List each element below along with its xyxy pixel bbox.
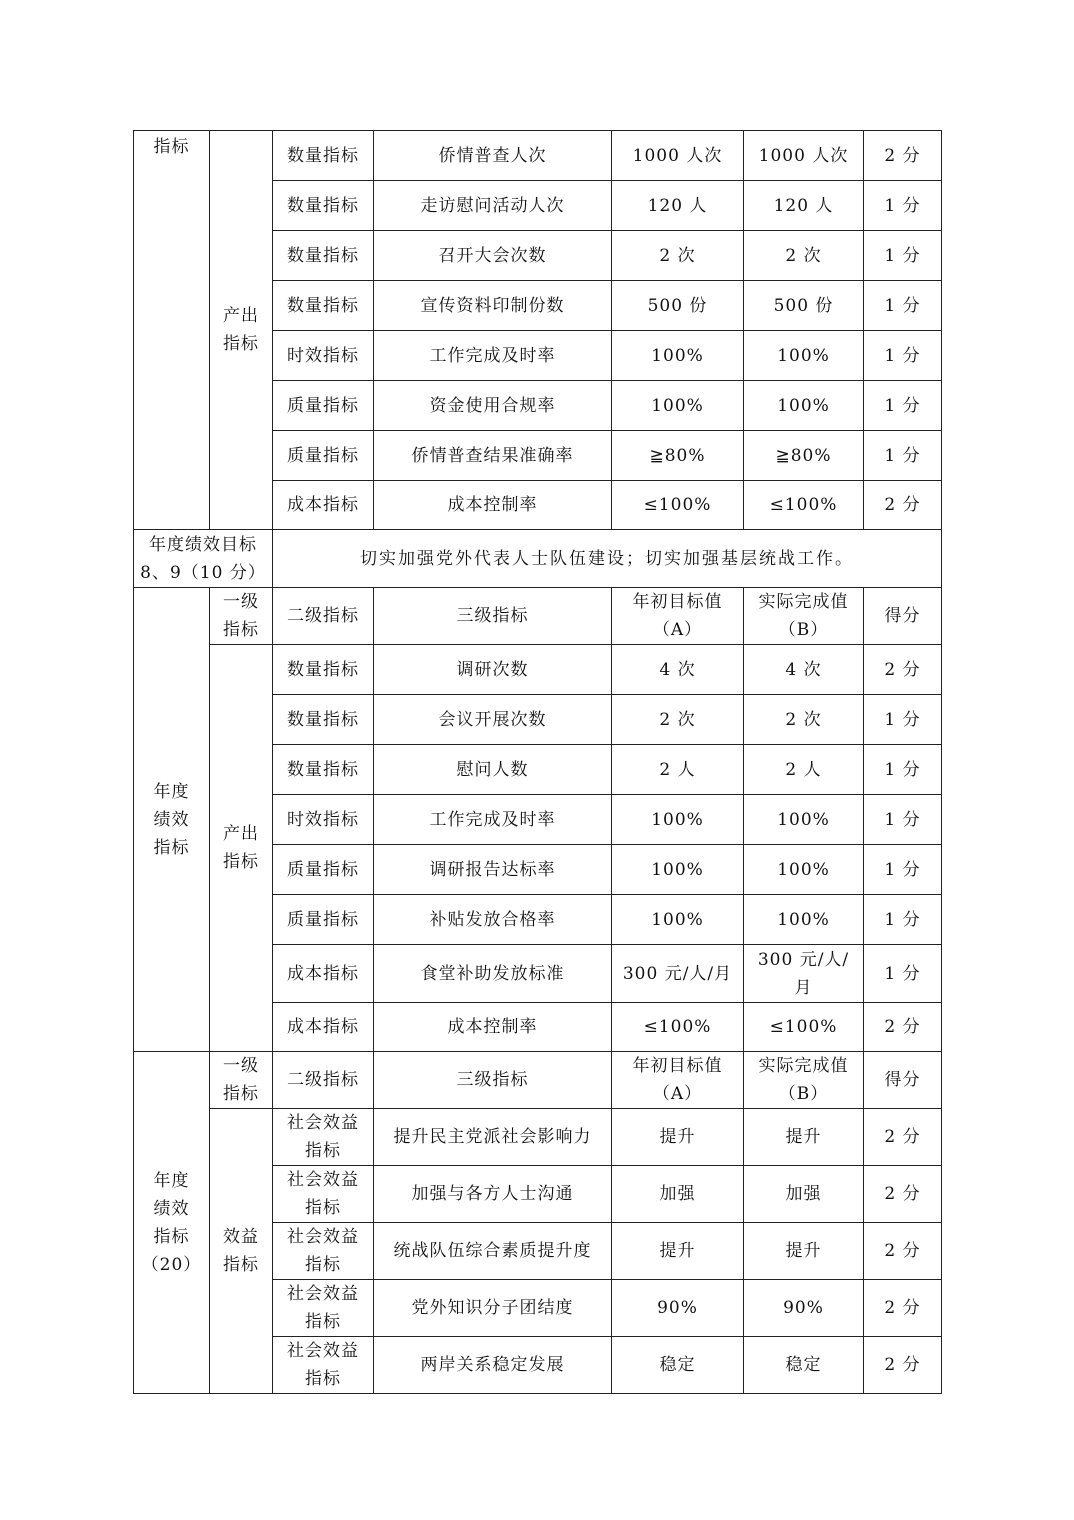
header-level2: 二级指标 xyxy=(273,1052,374,1109)
target-value: 2 次 xyxy=(612,695,744,745)
header-level2: 二级指标 xyxy=(273,588,374,645)
header-level3: 三级指标 xyxy=(374,588,612,645)
level3-cell: 社会效益 指标 xyxy=(273,1109,374,1166)
score-value: 2 分 xyxy=(864,131,942,181)
score-value: 1 分 xyxy=(864,181,942,231)
score-value: 2 分 xyxy=(864,1337,942,1394)
indicator-name: 工作完成及时率 xyxy=(374,795,612,845)
indicator-name: 侨情普查结果准确率 xyxy=(374,431,612,481)
target-value: 90% xyxy=(612,1280,744,1337)
actual-value: 2 人 xyxy=(744,745,864,795)
actual-value: 90% xyxy=(744,1280,864,1337)
score-value: 1 分 xyxy=(864,231,942,281)
score-value: 2 分 xyxy=(864,1280,942,1337)
target-value: 100% xyxy=(612,795,744,845)
score-value: 1 分 xyxy=(864,695,942,745)
level3-cell: 成本指标 xyxy=(273,481,374,530)
score-value: 2 分 xyxy=(864,1166,942,1223)
header-row xyxy=(134,588,942,645)
indicator-name: 补贴发放合格率 xyxy=(374,895,612,945)
table-row xyxy=(134,131,942,181)
indicator-name: 统战队伍综合素质提升度 xyxy=(374,1223,612,1280)
indicator-name: 走访慰问活动人次 xyxy=(374,181,612,231)
target-value: 300 元/人/月 xyxy=(612,945,744,1003)
target-value: 500 份 xyxy=(612,281,744,331)
level1-cell: 指标 xyxy=(134,131,210,530)
actual-value: 4 次 xyxy=(744,645,864,695)
target-value: 100% xyxy=(612,895,744,945)
level3-cell: 数量指标 xyxy=(273,745,374,795)
indicator-name: 食堂补助发放标准 xyxy=(374,945,612,1003)
level3-cell: 社会效益 指标 xyxy=(273,1337,374,1394)
target-value: 稳定 xyxy=(612,1337,744,1394)
score-value: 1 分 xyxy=(864,281,942,331)
score-value: 1 分 xyxy=(864,945,942,1003)
score-value: 2 分 xyxy=(864,1109,942,1166)
score-value: 1 分 xyxy=(864,795,942,845)
actual-value: 120 人 xyxy=(744,181,864,231)
target-value: 100% xyxy=(612,331,744,381)
indicator-name: 成本控制率 xyxy=(374,1003,612,1052)
indicator-name: 会议开展次数 xyxy=(374,695,612,745)
indicator-name: 工作完成及时率 xyxy=(374,331,612,381)
level3-cell: 质量指标 xyxy=(273,895,374,945)
level3-cell: 数量指标 xyxy=(273,281,374,331)
score-value: 2 分 xyxy=(864,645,942,695)
level3-cell: 数量指标 xyxy=(273,695,374,745)
level3-cell: 数量指标 xyxy=(273,131,374,181)
actual-value: 提升 xyxy=(744,1223,864,1280)
target-value: 120 人 xyxy=(612,181,744,231)
actual-value: 2 次 xyxy=(744,231,864,281)
actual-value: 100% xyxy=(744,381,864,431)
level3-cell: 社会效益 指标 xyxy=(273,1223,374,1280)
score-value: 1 分 xyxy=(864,895,942,945)
actual-value: 100% xyxy=(744,795,864,845)
actual-value: 2 次 xyxy=(744,695,864,745)
target-value: ≤100% xyxy=(612,1003,744,1052)
header-score: 得分 xyxy=(864,1052,942,1109)
indicator-name: 调研次数 xyxy=(374,645,612,695)
actual-value: 100% xyxy=(744,331,864,381)
actual-value: 加强 xyxy=(744,1166,864,1223)
target-value: 1000 人次 xyxy=(612,131,744,181)
header-row xyxy=(134,1052,942,1109)
actual-value: 500 份 xyxy=(744,281,864,331)
actual-value: ≧80% xyxy=(744,431,864,481)
actual-value: 稳定 xyxy=(744,1337,864,1394)
target-value: 4 次 xyxy=(612,645,744,695)
header-target: 年初目标值 （A） xyxy=(612,588,744,645)
score-value: 2 分 xyxy=(864,1003,942,1052)
performance-table xyxy=(133,130,942,1394)
goal-label: 年度绩效目标 8、9（10 分） xyxy=(134,530,273,588)
score-value: 1 分 xyxy=(864,745,942,795)
level2-cell: 效益 指标 xyxy=(210,1109,273,1394)
score-value: 1 分 xyxy=(864,431,942,481)
section-label: 年度 绩效 指标 （20） xyxy=(134,1052,210,1394)
level3-cell: 质量指标 xyxy=(273,381,374,431)
level3-cell: 成本指标 xyxy=(273,945,374,1003)
indicator-name: 党外知识分子团结度 xyxy=(374,1280,612,1337)
actual-value: 100% xyxy=(744,845,864,895)
target-value: 提升 xyxy=(612,1223,744,1280)
target-value: 2 人 xyxy=(612,745,744,795)
indicator-name: 调研报告达标率 xyxy=(374,845,612,895)
actual-value: 提升 xyxy=(744,1109,864,1166)
actual-value: 100% xyxy=(744,895,864,945)
level3-cell: 质量指标 xyxy=(273,431,374,481)
header-score: 得分 xyxy=(864,588,942,645)
target-value: ≧80% xyxy=(612,431,744,481)
score-value: 1 分 xyxy=(864,381,942,431)
indicator-name: 宣传资料印制份数 xyxy=(374,281,612,331)
indicator-name: 侨情普查人次 xyxy=(374,131,612,181)
header-target: 年初目标值 （A） xyxy=(612,1052,744,1109)
level3-cell: 数量指标 xyxy=(273,181,374,231)
actual-value: ≤100% xyxy=(744,1003,864,1052)
header-level1: 一级 指标 xyxy=(210,1052,273,1109)
level3-cell: 时效指标 xyxy=(273,795,374,845)
level3-cell: 时效指标 xyxy=(273,331,374,381)
score-value: 2 分 xyxy=(864,1223,942,1280)
table-row xyxy=(134,645,942,695)
target-value: 100% xyxy=(612,381,744,431)
header-actual: 实际完成值 （B） xyxy=(744,588,864,645)
target-value: 100% xyxy=(612,845,744,895)
header-level3: 三级指标 xyxy=(374,1052,612,1109)
actual-value: 300 元/人/ 月 xyxy=(744,945,864,1003)
target-value: 提升 xyxy=(612,1109,744,1166)
goal-text: 切实加强党外代表人士队伍建设；切实加强基层统战工作。 xyxy=(273,530,942,588)
level3-cell: 社会效益 指标 xyxy=(273,1166,374,1223)
indicator-name: 成本控制率 xyxy=(374,481,612,530)
target-value: 加强 xyxy=(612,1166,744,1223)
actual-value: ≤100% xyxy=(744,481,864,530)
indicator-name: 召开大会次数 xyxy=(374,231,612,281)
level3-cell: 质量指标 xyxy=(273,845,374,895)
header-actual: 实际完成值 （B） xyxy=(744,1052,864,1109)
actual-value: 1000 人次 xyxy=(744,131,864,181)
level2-cell: 产出 指标 xyxy=(210,131,273,530)
level2-cell: 产出 指标 xyxy=(210,645,273,1052)
score-value: 1 分 xyxy=(864,845,942,895)
score-value: 2 分 xyxy=(864,481,942,530)
target-value: ≤100% xyxy=(612,481,744,530)
indicator-name: 慰问人数 xyxy=(374,745,612,795)
target-value: 2 次 xyxy=(612,231,744,281)
goal-row xyxy=(134,530,942,588)
indicator-name: 加强与各方人士沟通 xyxy=(374,1166,612,1223)
table-row xyxy=(134,1109,942,1166)
indicator-name: 提升民主党派社会影响力 xyxy=(374,1109,612,1166)
level3-cell: 数量指标 xyxy=(273,645,374,695)
level3-cell: 成本指标 xyxy=(273,1003,374,1052)
level3-cell: 社会效益 指标 xyxy=(273,1280,374,1337)
level3-cell: 数量指标 xyxy=(273,231,374,281)
indicator-name: 两岸关系稳定发展 xyxy=(374,1337,612,1394)
section-label: 年度 绩效 指标 xyxy=(134,588,210,1052)
header-level1: 一级 指标 xyxy=(210,588,273,645)
score-value: 1 分 xyxy=(864,331,942,381)
indicator-name: 资金使用合规率 xyxy=(374,381,612,431)
